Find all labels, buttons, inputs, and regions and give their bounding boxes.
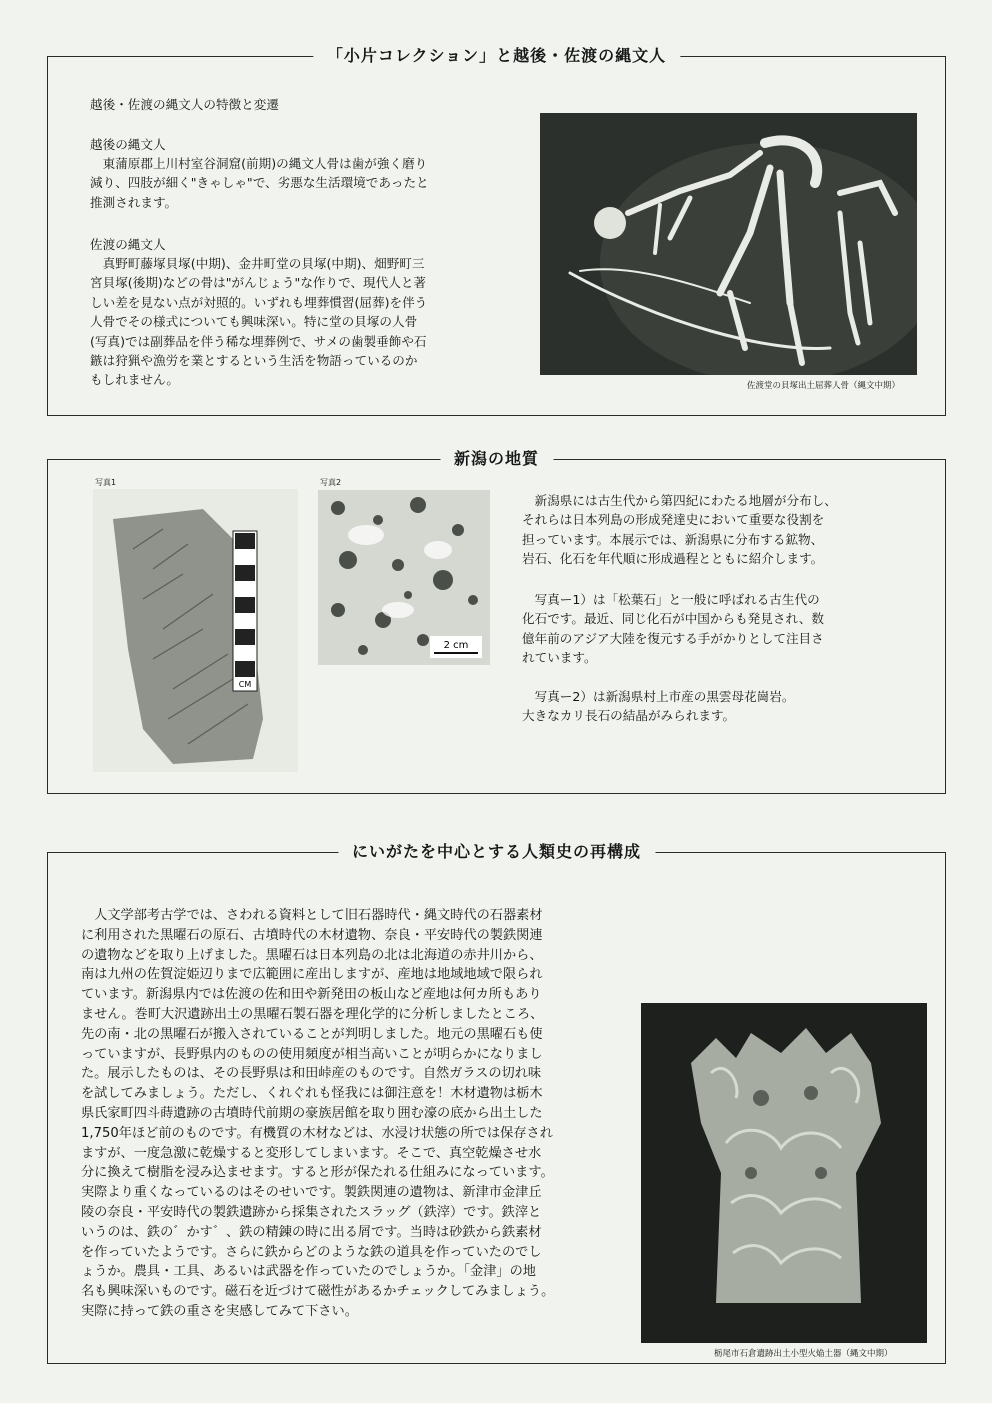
pottery-caption: 栃尾市石倉遺跡出土小型火焔土器（縄文中期） <box>714 1349 893 1359</box>
skeleton-photo <box>540 113 917 375</box>
photo2-label: 写真2 <box>320 478 342 487</box>
scale-label: 2 cm <box>443 640 469 651</box>
section-jomon-title: 「小片コレクション」と越後・佐渡の縄文人 <box>313 43 680 66</box>
section-geology-title: 新潟の地質 <box>440 446 553 469</box>
echigo-body: 東蒲原郡上川村室谷洞窟(前期)の縄文人骨は歯が強く磨り 減り、四肢が細く"きゃしゃ"で、劣悪な生活環境であったと 推測されます。 <box>90 156 429 210</box>
sado-body: 真野町藤塚貝塚(中期)、金井町堂の貝塚(中期)、畑野町三 宮貝塚(後期)などの骨は"がんじょう"な作りで、現代人と著 しい差を見ない点が対照的。いずれも埋葬慣習(屈葬)を伴う 人骨でその様式についても興味深い。特に堂の貝塚の人骨 (写真)では副葬品を伴う稀な埋葬例で、サメの歯製垂飾や石 鏃は狩猟や漁労を業とするという生活を物語っているのか もしれません。 <box>90 256 428 388</box>
skeleton-caption: 佐渡堂の貝塚出土屈葬人骨（縄文中期） <box>747 381 901 391</box>
geology-para-3: 写真ー2）は新潟県村上市産の黒雲母花崗岩。 大きなカリ長石の結晶がみられます。 <box>522 689 795 724</box>
section-human-history-title: にいがたを中心とする人類史の再構成 <box>338 839 655 862</box>
section-geology <box>47 449 946 794</box>
human-history-body: 人文学部考古学では、さわれる資料として旧石器時代・縄文時代の石器素材 に利用された黒曜石の原石、古墳時代の木材遺物、奈良・平安時代の製鉄関連 の遺物などを取り上げました。黒曜石は日本列島の北は北海道の赤井川から、 南は九州の佐賀淀姫辺りまで広範囲に産出しますが、産地は地域地域で限られ ています。新潟県内では佐渡の佐和田や新発田の板山など産地は何カ所もあり ません。巻町大沢遺跡出土の黒曜石製石器を理化学的に分析しましたところ、 先の南・北の黒曜石が搬入されていることが判明しました。地元の黒曜石も使 っていますが、長野県内のものの使用頻度が相当高いことが明らかになりまし た。展示したものは、その長野県は和田峠産のものです。自然ガラスの切れ味 を試してみましょう。ただし、くれぐれも怪我には御注意を！木材遺物は栃木 県氏家町四斗蒔遺跡の古墳時代前期の豪族居館を取り囲む濠の底から出土した 1,750年ほど前のものです。有機質の木材などは、水浸け状態の所では保存され ますが、一度急激に乾燥すると変形してしまいます。そこで、真空乾燥させ水 分に換えて樹脂を浸み込ませます。すると形が保たれる仕組みになっています。 実際より重くなっているのはそのせいです。製鉄関連の遺物は、新津市金津丘 陵の奈良・平安時代の製鉄遺跡から採集されたスラッグ（鉄滓）です。鉄滓と いうのは、鉄の゛かす゛、鉄の精錬の時に出る屑です。当時は砂鉄から鉄素材 を作っていたようです。さらに鉄からどのような鉄の道具を作っていたのでし ょうか。農具・工具、あるいは武器を作っていたのでしょうか。「金津」の地 名も興味深いものです。磁石を近づけて磁性があるかチェックしてみましょう。 実際に持って鉄の重さを実感してみて下さい。 <box>81 908 555 1319</box>
flame-pottery-illustration <box>641 1003 927 1343</box>
granite-photo <box>318 490 490 665</box>
echigo-heading: 越後の縄文人 <box>90 137 166 152</box>
pine-needle-fossil-illustration <box>93 489 298 772</box>
skeleton-illustration <box>540 113 917 375</box>
granite-illustration <box>318 490 490 665</box>
photo1-label: 写真1 <box>95 478 117 487</box>
section-human-history <box>47 842 946 1364</box>
sado-heading: 佐渡の縄文人 <box>90 237 166 252</box>
geology-para-1: 新潟県には古生代から第四紀にわたる地層が分布し、 それらは日本列島の形成発達史において重要な役割を 担っています。本展示では、新潟県に分布する鉱物、 岩石、化石を年代順に形成過程とともに紹介します。 <box>522 493 837 567</box>
pottery-photo <box>641 1003 927 1343</box>
ruler-label: CM <box>238 680 252 689</box>
fossil-photo <box>93 489 298 772</box>
jomon-subheading: 越後・佐渡の縄文人の特徴と変遷 <box>90 97 279 112</box>
geology-para-2: 写真ー1）は「松葉石」と一般に呼ばれる古生代の 化石です。最近、同じ化石が中国からも発見され、数 億年前のアジア大陸を復元する手がかりとして注目さ れています。 <box>522 592 824 666</box>
section-jomon <box>47 46 946 416</box>
